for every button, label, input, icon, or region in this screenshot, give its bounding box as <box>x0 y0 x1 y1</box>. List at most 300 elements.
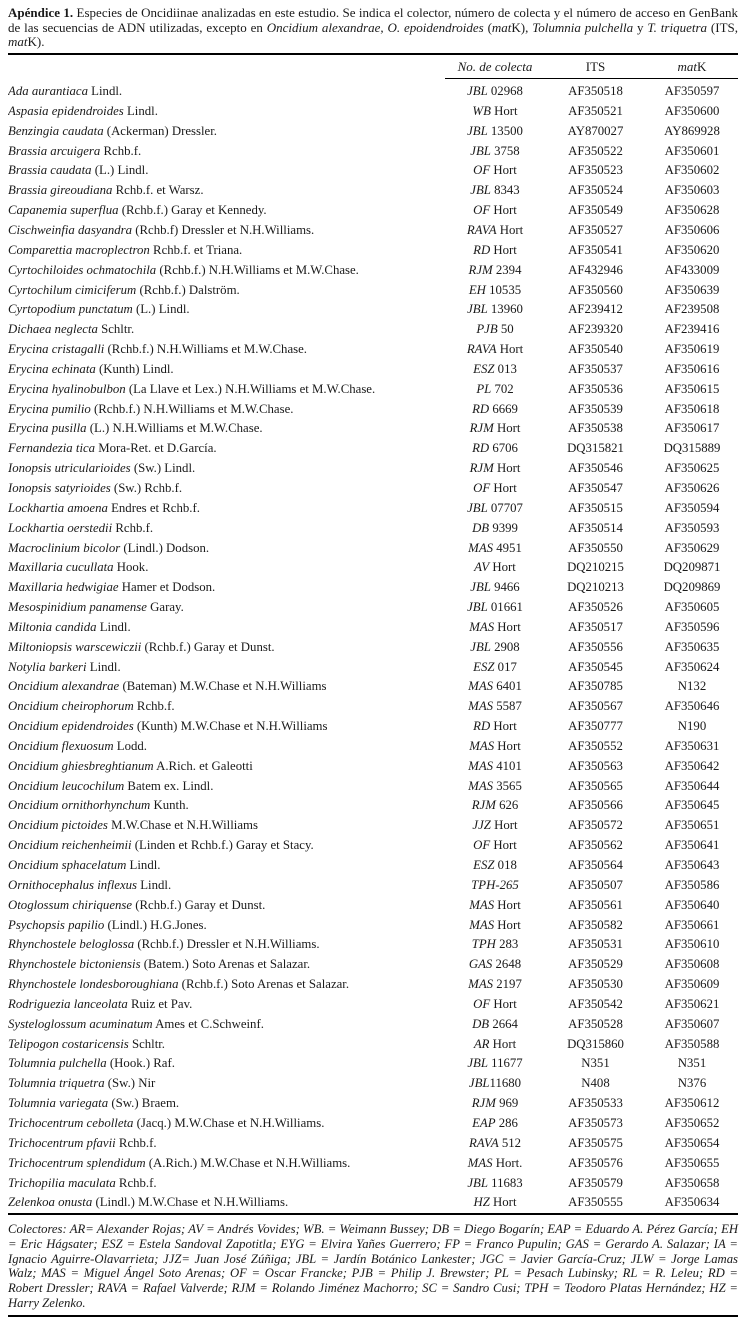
species-name: Oncidium pictoides <box>8 818 108 833</box>
species-name: Otoglossum chiriquense <box>8 897 133 912</box>
species-cell <box>8 499 445 519</box>
table-row <box>8 1174 738 1194</box>
species-cell <box>8 539 445 559</box>
colecta-cell <box>445 618 545 638</box>
its-cell: AF239320 <box>568 322 623 337</box>
colecta-number: Hort <box>490 719 517 734</box>
species-name: Cyrtopodium punctatum <box>8 302 133 317</box>
colecta-cell <box>445 1154 545 1174</box>
species-name: Tolumnia variegata <box>8 1096 109 1111</box>
header-species <box>8 54 445 79</box>
species-name: Ornithocephalus inflexus <box>8 877 138 892</box>
species-cell <box>8 598 445 618</box>
colecta-cell <box>445 638 545 658</box>
colecta-number: 8343 <box>490 183 520 198</box>
colecta-number: 626 <box>495 798 519 813</box>
species-name: Erycina cristagalli <box>8 342 105 357</box>
species-authority: (Rchb.f.) N.H.Williams et M.W.Chase. <box>104 342 307 357</box>
its-cell: AF350527 <box>568 223 623 238</box>
its-cell: AF350572 <box>568 818 623 833</box>
colecta-number: Hort <box>490 103 518 118</box>
species-cell <box>8 558 445 578</box>
table-row <box>8 598 738 618</box>
table-row <box>8 876 738 896</box>
table-row <box>8 916 738 936</box>
colecta-cell <box>445 142 545 162</box>
species-name: Oncidium cheirophorum <box>8 699 134 714</box>
species-authority: (Hook.) Raf. <box>106 1056 175 1071</box>
colecta-number: 3758 <box>490 143 520 158</box>
colecta-number: Hort <box>490 480 517 495</box>
collector-code: PJB <box>476 322 498 337</box>
collector-code: JBL <box>467 500 488 515</box>
colecta-cell <box>445 1193 545 1214</box>
colecta-number: 3565 <box>493 778 522 793</box>
species-name: Ionopsis utricularioides <box>8 461 131 476</box>
matk-cell: AF350624 <box>664 659 720 674</box>
colecta-cell <box>445 658 545 678</box>
species-name: Ionopsis satyrioides <box>8 480 111 495</box>
its-cell: AF350566 <box>568 798 623 813</box>
species-cell <box>8 300 445 320</box>
table-row <box>8 419 738 439</box>
matk-cell: AF350610 <box>664 937 720 952</box>
matk-cell: AF239508 <box>664 302 720 317</box>
matk-cell: AF350635 <box>664 639 720 654</box>
species-authority: (Linden et Rchb.f.) Garay et Stacy. <box>131 838 314 853</box>
collectors-note: Colectores: AR= Alexander Rojas; AV = Andrés Vovides; WB. = Weimann Bussey; DB = Diego Bogarín; EAP = Eduardo A. Pérez García; EH = Eric Hágsater; ESZ = Estela Sandoval Zapotitla; EYG = Elvira Yañes Guerrero; FP = Franco Pupulin; GAS = Gerardo A. Salazar; IA = Ignacio Aguirre-Olavarrieta; JJZ= Juan José Zúñiga; JBL = Jardín Botánico Lankester; JGC = Javier García-Cruz; JLW = Jorge Lamas Walz; MAS = Miguel Ángel Soto Arenas; OF = Oscar Francke; PJB = Philip J. Brewster; PL = Pesach Lubinsky; RL = R. Leleu; RD = Robert Dressler; RAVA = Rafael Valverde; RJM = Rolando Jiménez Machorro; SC = Sandro Cusi; TPH = Teodoro Platas Hernández; HZ = Harry Zelenko. <box>8 1222 738 1310</box>
matk-cell: AF350640 <box>664 897 720 912</box>
colecta-cell <box>445 1015 545 1035</box>
table-row <box>8 1154 738 1174</box>
colecta-cell <box>445 1074 545 1094</box>
its-cell: AF350528 <box>568 1016 623 1031</box>
species-cell <box>8 479 445 499</box>
table-row <box>8 697 738 717</box>
colecta-cell <box>445 459 545 479</box>
matk-cell: N351 <box>677 1056 707 1071</box>
species-name: Maxillaria hedwigiae <box>8 580 119 595</box>
species-cell <box>8 102 445 122</box>
colecta-cell <box>445 400 545 420</box>
species-cell <box>8 320 445 340</box>
table-row <box>8 1035 738 1055</box>
matk-cell: AF350634 <box>664 1195 720 1210</box>
colecta-cell <box>445 717 545 737</box>
collector-code: JBL <box>467 123 488 138</box>
its-cell: AF350515 <box>568 500 623 515</box>
species-authority: Lindl. <box>137 877 172 892</box>
species-authority: (Lindl.) Dodson. <box>120 540 210 555</box>
species-cell <box>8 777 445 797</box>
species-authority: (Ackerman) Dressler. <box>103 123 217 138</box>
collector-code: JBL <box>470 639 491 654</box>
species-cell <box>8 201 445 221</box>
species-cell <box>8 1154 445 1174</box>
colecta-cell <box>445 201 545 221</box>
collector-code: JBL <box>467 600 488 615</box>
colecta-number: 11677 <box>487 1056 523 1071</box>
table-row <box>8 439 738 459</box>
matk-cell: AF350631 <box>664 738 720 753</box>
matk-cell: AF350629 <box>664 540 720 555</box>
collector-code: JBL <box>467 302 488 317</box>
collector-code: RJM <box>471 1096 496 1111</box>
its-cell: AF350549 <box>568 203 623 218</box>
colecta-number: 283 <box>495 937 519 952</box>
table-row <box>8 1054 738 1074</box>
collector-code: HZ <box>473 1195 490 1210</box>
species-authority: Rchb.f. <box>133 699 175 714</box>
colecta-cell <box>445 1094 545 1114</box>
species-name: Oncidium ornithorhynchum <box>8 798 151 813</box>
colecta-number: Hort <box>490 203 517 218</box>
colecta-number: 11680 <box>489 1076 522 1091</box>
its-cell: AF350552 <box>568 738 623 753</box>
matk-cell: AF350620 <box>664 242 720 257</box>
species-name: Macroclinium bicolor <box>8 540 121 555</box>
matk-cell: AF350594 <box>664 500 720 515</box>
its-cell: AF350524 <box>568 183 623 198</box>
species-name: Brassia caudata <box>8 163 92 178</box>
table-row <box>8 519 738 539</box>
its-cell: AF350575 <box>568 1135 623 1150</box>
its-cell: AF350561 <box>568 897 623 912</box>
species-name: Fernandezia tica <box>8 441 96 456</box>
table-row <box>8 1015 738 1035</box>
collector-code: RD <box>473 719 491 734</box>
its-cell: AF350526 <box>568 600 623 615</box>
its-cell: AF350518 <box>568 84 623 99</box>
species-authority: Garay. <box>146 600 184 615</box>
colecta-cell <box>445 876 545 896</box>
species-cell <box>8 618 445 638</box>
table-row <box>8 181 738 201</box>
matk-cell: AF350600 <box>664 103 720 118</box>
species-authority: Schltr. <box>128 1036 166 1051</box>
species-cell <box>8 757 445 777</box>
species-cell <box>8 975 445 995</box>
collector-code: JBL <box>467 1175 488 1190</box>
table-row <box>8 221 738 241</box>
its-cell: AF350529 <box>568 957 623 972</box>
table-row <box>8 816 738 836</box>
its-cell: AF350564 <box>568 858 623 873</box>
species-cell <box>8 419 445 439</box>
species-table <box>8 53 738 1215</box>
matk-cell: AF350586 <box>664 877 720 892</box>
species-name: Mesospinidium panamense <box>8 600 147 615</box>
table-row <box>8 499 738 519</box>
species-cell <box>8 717 445 737</box>
species-cell <box>8 1174 445 1194</box>
table-row <box>8 836 738 856</box>
table-row <box>8 975 738 995</box>
collector-code: AV <box>474 560 490 575</box>
colecta-cell <box>445 737 545 757</box>
matk-cell: AF350652 <box>664 1115 720 1130</box>
colecta-cell <box>445 1114 545 1134</box>
collector-code: ESZ <box>473 361 495 376</box>
colecta-number: 6669 <box>489 401 518 416</box>
colecta-number: Hort <box>490 838 517 853</box>
matk-cell: AF350616 <box>664 361 720 376</box>
species-table-body <box>8 79 738 1215</box>
species-cell <box>8 796 445 816</box>
its-cell: AF350531 <box>568 937 623 952</box>
species-authority: (Rchb.f.) Soto Arenas et Salazar. <box>178 977 350 992</box>
matk-cell: AF350628 <box>664 203 720 218</box>
species-authority: M.W.Chase et N.H.Williams <box>107 818 258 833</box>
table-row <box>8 261 738 281</box>
species-cell <box>8 896 445 916</box>
species-name: Comparettia macroplectron <box>8 242 150 257</box>
species-name: Systeloglossum acuminatum <box>8 1016 153 1031</box>
species-cell <box>8 281 445 301</box>
colecta-number: Hort. <box>492 1155 523 1170</box>
its-cell: AY870027 <box>567 123 624 138</box>
species-cell <box>8 995 445 1015</box>
matk-cell: AF350588 <box>664 1036 720 1051</box>
bottom-rule <box>8 1315 738 1317</box>
collector-code: OF <box>473 838 491 853</box>
species-cell <box>8 1035 445 1055</box>
collector-code: GAS <box>468 957 493 972</box>
its-cell: AF239412 <box>568 302 623 317</box>
colecta-number: Hort <box>494 917 521 932</box>
collector-code: RD <box>472 441 490 456</box>
species-cell <box>8 241 445 261</box>
collector-code: TPH-265 <box>471 877 519 892</box>
species-name: Brassia arcuigera <box>8 143 101 158</box>
species-authority: (Rchb.f) Dressler et N.H.Williams. <box>132 223 315 238</box>
matk-cell: AF350654 <box>664 1135 720 1150</box>
collector-code: EH <box>468 282 486 297</box>
colecta-number: 10535 <box>485 282 522 297</box>
colecta-number: 2394 <box>492 262 522 277</box>
colecta-number: Hort <box>494 619 521 634</box>
matk-cell: AF350596 <box>664 619 720 634</box>
species-name: Zelenkoa onusta <box>8 1195 93 1210</box>
collector-code: RJM <box>469 461 494 476</box>
species-cell <box>8 439 445 459</box>
its-cell: AF350555 <box>568 1195 623 1210</box>
species-cell <box>8 261 445 281</box>
species-cell <box>8 142 445 162</box>
its-cell: AF350533 <box>568 1096 623 1111</box>
colecta-number: Hort <box>490 163 517 178</box>
colecta-number: Hort <box>494 738 521 753</box>
collector-code: ESZ <box>473 858 495 873</box>
species-authority: Ruiz et Pav. <box>127 996 193 1011</box>
species-authority: (Rchb.f.) Garay et Kennedy. <box>118 203 267 218</box>
species-name: Erycina echinata <box>8 361 96 376</box>
collector-code: JBL <box>470 580 491 595</box>
colecta-number: 13500 <box>487 123 523 138</box>
species-name: Miltonia candida <box>8 619 97 634</box>
species-name: Cischweinfia dasyandra <box>8 223 133 238</box>
species-authority: (Rchb.f.) Dressler et N.H.Williams. <box>134 937 320 952</box>
table-row <box>8 1074 738 1094</box>
collector-code: RJM <box>471 798 496 813</box>
colecta-number: Hort <box>496 342 524 357</box>
matk-cell: DQ209871 <box>663 560 721 575</box>
colecta-number: Hort <box>494 897 521 912</box>
colecta-number: 11683 <box>487 1175 523 1190</box>
its-cell: AF350556 <box>568 639 623 654</box>
species-authority: (Rchb.f.) Dalström. <box>136 282 240 297</box>
species-authority: (A.Rich.) M.W.Chase et N.H.Williams. <box>145 1155 351 1170</box>
matk-cell: AF350608 <box>664 957 720 972</box>
table-row <box>8 360 738 380</box>
matk-cell: AF350612 <box>664 1096 720 1111</box>
collector-code: RJM <box>469 421 494 436</box>
species-cell <box>8 519 445 539</box>
species-cell <box>8 1134 445 1154</box>
colecta-number: 9399 <box>489 520 518 535</box>
colecta-cell <box>445 519 545 539</box>
table-row <box>8 796 738 816</box>
colecta-cell <box>445 777 545 797</box>
collector-code: WB <box>472 103 491 118</box>
species-name: Trichopilia maculata <box>8 1175 116 1190</box>
colecta-number: Hort <box>489 560 516 575</box>
its-cell: AF350514 <box>568 520 623 535</box>
species-cell <box>8 360 445 380</box>
species-cell <box>8 1193 445 1214</box>
colecta-cell <box>445 677 545 697</box>
species-authority: Lodd. <box>113 738 147 753</box>
matk-cell: AF433009 <box>664 262 720 277</box>
species-cell <box>8 816 445 836</box>
colecta-cell <box>445 816 545 836</box>
matk-cell: AF350644 <box>664 778 720 793</box>
colecta-number: 4101 <box>493 758 522 773</box>
collector-code: OF <box>473 163 491 178</box>
species-authority: Rchb.f. <box>115 1175 157 1190</box>
colecta-number: 2648 <box>492 957 522 972</box>
its-cell: AF350777 <box>568 719 623 734</box>
colecta-number: 2197 <box>493 977 522 992</box>
colecta-cell <box>445 1035 545 1055</box>
its-cell: AF350521 <box>568 103 623 118</box>
colecta-number: Hort <box>489 1036 517 1051</box>
species-authority: (Kunth) M.W.Chase et N.H.Williams <box>133 719 328 734</box>
species-name: Oncidium epidendroides <box>8 719 134 734</box>
colecta-number: 6401 <box>493 679 522 694</box>
its-cell: AF350785 <box>568 679 623 694</box>
species-authority: Lindl. <box>123 103 158 118</box>
its-cell: AF350573 <box>568 1115 623 1130</box>
collector-code: MAS <box>468 977 494 992</box>
collector-code: JBL <box>468 1076 490 1091</box>
colecta-cell <box>445 916 545 936</box>
species-authority: (Sw.) Lindl. <box>130 461 196 476</box>
species-authority: Lindl. <box>126 858 161 873</box>
matk-cell: AF350651 <box>664 818 720 833</box>
colecta-number: 2908 <box>490 639 520 654</box>
its-cell: AF350582 <box>568 917 623 932</box>
species-authority: (L.) Lindl. <box>132 302 190 317</box>
matk-cell: AF350606 <box>664 223 720 238</box>
species-cell <box>8 1054 445 1074</box>
table-row <box>8 995 738 1015</box>
species-name: Oncidium reichenheimii <box>8 838 132 853</box>
colecta-cell <box>445 955 545 975</box>
species-cell <box>8 1015 445 1035</box>
species-authority: (Bateman) M.W.Chase et N.H.Williams <box>119 679 327 694</box>
table-row <box>8 300 738 320</box>
colecta-number: 2664 <box>489 1016 518 1031</box>
species-authority: Lindl. <box>96 619 131 634</box>
its-cell: AF350576 <box>568 1155 623 1170</box>
species-name: Cyrtochiloides ochmatochila <box>8 262 157 277</box>
species-authority: Rchb.f. et Triana. <box>149 242 243 257</box>
matk-cell: AF350619 <box>664 342 720 357</box>
table-row <box>8 757 738 777</box>
colecta-number: 13960 <box>487 302 523 317</box>
species-name: Rodriguezia lanceolata <box>8 996 128 1011</box>
species-cell <box>8 935 445 955</box>
collector-code: MAS <box>469 738 495 753</box>
species-cell <box>8 122 445 142</box>
species-name: Trichocentrum cebolleta <box>8 1115 134 1130</box>
colecta-cell <box>445 360 545 380</box>
table-row <box>8 340 738 360</box>
species-cell <box>8 638 445 658</box>
collector-code: OF <box>473 203 491 218</box>
collector-code: MAS <box>468 699 494 714</box>
collector-code: JBL <box>470 143 491 158</box>
collector-code: MAS <box>467 1155 493 1170</box>
species-authority: (L.) Lindl. <box>91 163 149 178</box>
colecta-number: 9466 <box>490 580 520 595</box>
table-row <box>8 479 738 499</box>
species-cell <box>8 181 445 201</box>
species-authority: (Lindl.) H.G.Jones. <box>104 917 207 932</box>
matk-cell: AF350655 <box>664 1155 720 1170</box>
table-row <box>8 281 738 301</box>
collector-code: DB <box>472 520 490 535</box>
colecta-cell <box>445 1054 545 1074</box>
matk-cell: AF350646 <box>664 699 720 714</box>
collector-code: MAS <box>468 679 494 694</box>
species-authority: Mora-Ret. et D.García. <box>95 441 217 456</box>
header-matk: matK <box>646 54 738 79</box>
its-cell: AF432946 <box>568 262 623 277</box>
colecta-cell <box>445 539 545 559</box>
colecta-cell <box>445 1134 545 1154</box>
colecta-cell <box>445 598 545 618</box>
colecta-cell <box>445 975 545 995</box>
table-row <box>8 400 738 420</box>
its-cell: N408 <box>581 1076 610 1091</box>
matk-cell: AF350642 <box>664 758 720 773</box>
matk-cell: AF350605 <box>664 600 720 615</box>
species-name: Trichocentrum pfavii <box>8 1135 116 1150</box>
collector-code: MAS <box>468 778 494 793</box>
its-cell: N351 <box>581 1056 610 1071</box>
colecta-cell <box>445 995 545 1015</box>
colecta-number: 286 <box>495 1115 518 1130</box>
colecta-cell <box>445 439 545 459</box>
colecta-cell <box>445 578 545 598</box>
colecta-number: 018 <box>494 858 517 873</box>
species-authority: (Kunth) Lindl. <box>95 361 174 376</box>
matk-cell: DQ315889 <box>663 441 721 456</box>
matk-cell: AF350641 <box>664 838 720 853</box>
colecta-number: Hort <box>489 1195 517 1210</box>
